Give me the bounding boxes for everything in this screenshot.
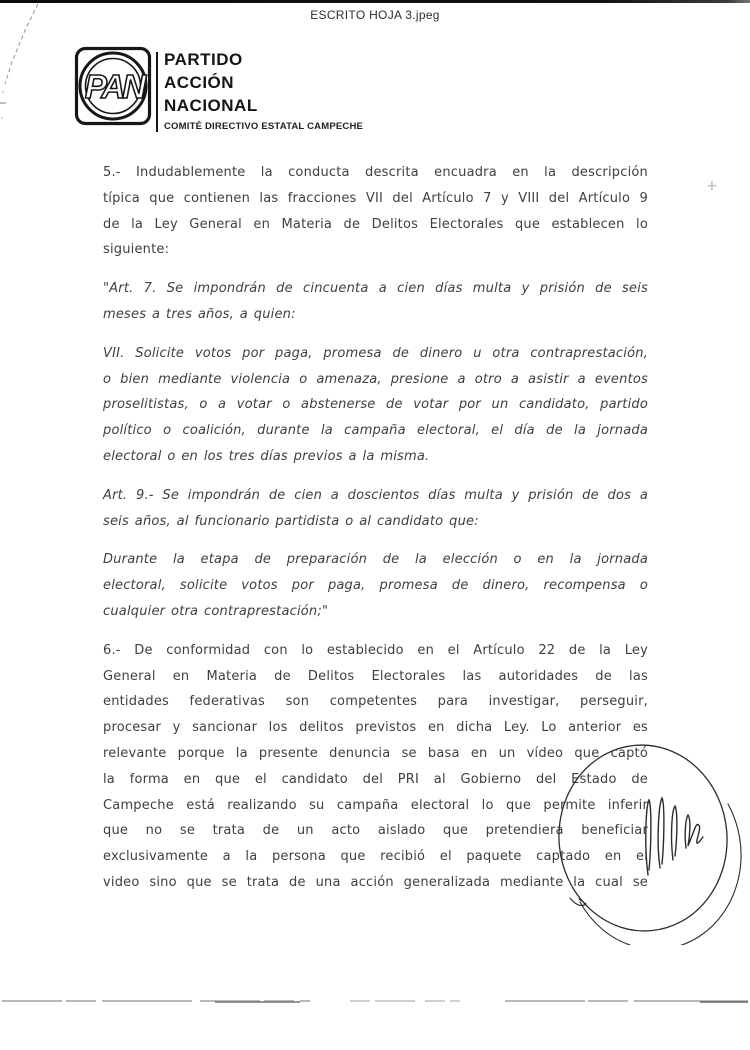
paragraph-5: [103, 547, 648, 624]
text-line: electoral o en los tres días previos a la misma.: [103, 448, 430, 464]
scan-top-edge-artifact: [0, 0, 750, 3]
party-name-line-1: PARTIDO: [164, 50, 243, 69]
text-line: "Art. 7. Se impondrán de cincuenta a cien días multa y prisión de seis: [103, 281, 648, 297]
text-line: electoral, solicite votos por paga, promesa de dinero, recompensa o: [103, 578, 648, 594]
text-line: meses a tres años, a quien:: [103, 306, 296, 322]
text-line: Art. 9.- Se impondrán de cien a doscientos días multa y prisión de dos a: [103, 487, 648, 503]
text-line: relevante porque la presente denuncia se basa en un vídeo que captó: [103, 745, 648, 761]
text-line: la forma en que el candidato del PRI al Gobierno del Estado de: [103, 771, 648, 787]
text-line: seis años, al funcionario partidista o al candidato que:: [103, 513, 479, 529]
text-line: típica que contienen las fracciones VII del Artículo 7 y VIII del Artículo 9: [103, 190, 648, 206]
paragraph-6: [103, 638, 648, 896]
party-name-line-2: ACCIÓN: [164, 73, 235, 92]
scan-plus-mark-artifact: +: [706, 178, 718, 194]
pan-logo: [74, 46, 152, 126]
text-line: de la Ley General en Materia de Delitos Electorales que establecen lo: [103, 216, 648, 232]
text-line: General en Materia de Delitos Electorales las autoridades de las: [103, 668, 648, 684]
text-line: cualquier otra contraprestación;": [103, 603, 329, 619]
text-line: 5.- Indudablemente la conducta descrita encuadra en la descripción: [103, 165, 648, 180]
text-line: proselitistas, o a votar o abstenerse de votar por un candidato, partido: [103, 397, 648, 413]
text-line: video sino que se trata de una acción generalizada mediante la cual se: [103, 874, 648, 890]
text-line: Campeche está realizando su campaña electoral lo que permite inferir: [103, 797, 648, 813]
text-line: VII. Solicite votos por paga, promesa de dinero u otra contraprestación,: [103, 345, 648, 361]
paragraph-1: [103, 160, 648, 263]
text-line: siguiente:: [103, 242, 170, 258]
paragraph-4: [103, 483, 648, 535]
text-line: que no se trata de un acto aislado que pretendiera beneficiar: [103, 823, 648, 839]
text-line: político o coalición, durante la campaña electoral, el día de la jornada: [103, 423, 648, 439]
text-line: entidades federativas son competentes para investigar, perseguir,: [103, 694, 648, 710]
paragraph-3: [103, 341, 648, 470]
party-name: [164, 48, 363, 132]
text-line: 6.- De conformidad con lo establecido en el Artículo 22 de la Ley: [103, 642, 648, 658]
text-line: Durante la etapa de preparación de la elección o en la jornada: [103, 552, 648, 568]
text-line: o bien mediante violencia o amenaza, presione a otro a asistir a eventos: [103, 371, 648, 387]
signature-initials: [646, 798, 703, 875]
party-name-line-3: NACIONAL: [164, 96, 258, 115]
text-line: exclusivamente a la persona que recibió el paquete captado en el: [103, 849, 648, 865]
scan-bottom-edge-artifact: [0, 996, 750, 1008]
text-line: procesar y sancionar los delitos previstos en dicha Ley. Lo anterior es: [103, 720, 648, 736]
document-body: [103, 160, 648, 909]
committee-name: COMITÉ DIRECTIVO ESTATAL CAMPECHE: [164, 121, 364, 132]
letterhead-divider: [156, 52, 158, 132]
file-title: ESCRITO HOJA 3.jpeg: [310, 8, 440, 22]
paragraph-2: [103, 276, 648, 328]
pan-logo-text: PAN: [84, 68, 144, 105]
